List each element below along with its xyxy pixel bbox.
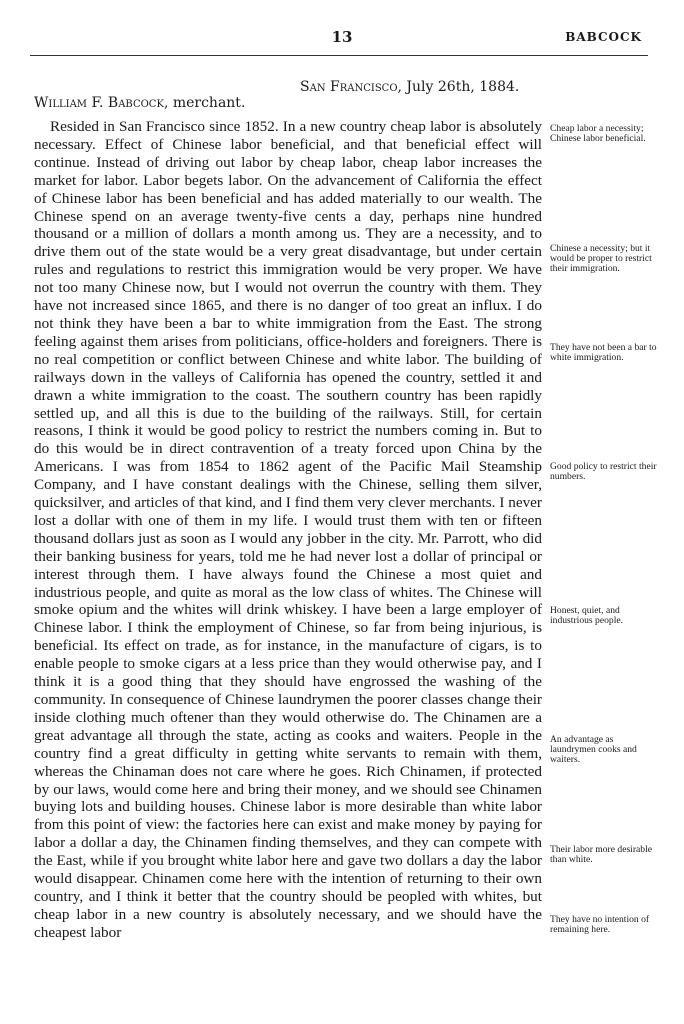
margin-note: Chinese a necessity; but it would be proper to restrict their immigration. <box>550 243 652 274</box>
speaker-line <box>34 95 245 111</box>
dateline-date: , July 26th, 1884. <box>397 79 520 95</box>
testimony-body <box>34 118 542 942</box>
header-rule <box>30 55 648 56</box>
margin-note: Good policy to restrict their numbers. <box>550 461 657 482</box>
margin-note: An advantage as laundrymen cooks and waiters. <box>550 734 637 765</box>
dateline-place: San Francisco <box>300 79 398 95</box>
running-head: BABCOCK <box>565 30 642 44</box>
testimony-paragraph: Resided in San Francisco since 1852. In a new country cheap labor is absolutely necessary. Effect of Chinese labor beneficial, and that beneficial effect will continue. Instead of driving out labor by cheap labor, cheap labor increases the market for labor. Labor begets labor. On the advancement of California the effect of Chinese labor has been beneficial and has added materially to our wealth. The Chinese spend on an average twenty-five cents a day, perhaps nine hundred thousand or a million of dollars a month among us. They are a necessity, and to drive them out of the state would be a very great disadvantage, but under certain rules and regulations to restrict this immigration would be very proper. We have not too many Chinese now, but I would not overrun the country with them. They have not increased since 1865, and there is no danger of too great an influx. I do not think they have been a bar to white immigration from the East. The strong feeling against them arises from politicians, office-holders and foreigners. There is no real competition or conflict between Chinese and white labor. The building of railways down in the valleys of California has opened the country, settled it and drawn a white immigration to the coast. The southern country has been rapidly settled up, and all this is due to the building of the railways. Still, for certain reasons, I think it would be good policy to restrict the numbers coming in. But to do this would be in direct contravention of a treaty forced upon China by the Americans. I was from 1854 to 1862 agent of the Pacific Mail Steamship Company, and I have constant dealings with the Chinese, selling them silver, quicksilver, and articles of that kind, and I find them very clever merchants. I never lost a dollar with one of them in my life. I would trust them with ten or fifteen thousand dollars just as soon as I would any jobber in the city. Mr. Parrott, who did their banking business for years, told me he had never lost a dollar of principal or interest through them. I have always found the Chinese a most quiet and industrious people, and quite as moral as the low class of whites. The Chinese will smoke opium and the whites will drink whiskey. I have been a large employer of Chinese labor. I think the employment of Chinese, so far from being injurious, is beneficial. Its effect on trade, as for instance, in the manufacture of cigars, is to enable people to smoke cigars at a less price than they would otherwise pay, and I think it is a good thing that they should have engrossed the washing of the community. In consequence of Chinese laundrymen the poorer classes change their inside clothing much oftener than they would otherwise do. The Chinamen are a great advantage all through the state, acting as cooks and waiters. People in the country find a great difficulty in getting white servants to remain with them, whereas the Chinaman does not care where he goes. Rich Chinamen, if protected by our laws, would come here and bring their money, and we should see Chinamen buying lots and building houses. Chinese labor is more desirable than white labor from this point of view: the factories here can exist and make money by paying for labor a dollar a day, the Chinamen finding themselves, and they can compete with the East, while if you brought white labor here and gave two dollars a day the labor would disappear. Chinamen come here with the intention of returning to their own country, and I think it better that the country should be peopled with whites, but cheap labor in a new country is absolutely necessary, and we should have the cheapest labor <box>34 118 542 941</box>
speaker-name: William F. Babcock <box>34 95 164 111</box>
margin-note: Their labor more desirable than white. <box>550 844 653 865</box>
dateline <box>300 79 519 95</box>
margin-note: Cheap labor a necessity; Chinese labor beneficial. <box>550 123 646 144</box>
speaker-role: , merchant. <box>163 95 246 111</box>
margin-note: They have no intention of remaining here. <box>550 914 650 935</box>
margin-note: They have not been a bar to white immigration. <box>550 342 657 363</box>
margin-note: Honest, quiet, and industrious people. <box>550 605 624 626</box>
page-number: 13 <box>331 28 353 46</box>
